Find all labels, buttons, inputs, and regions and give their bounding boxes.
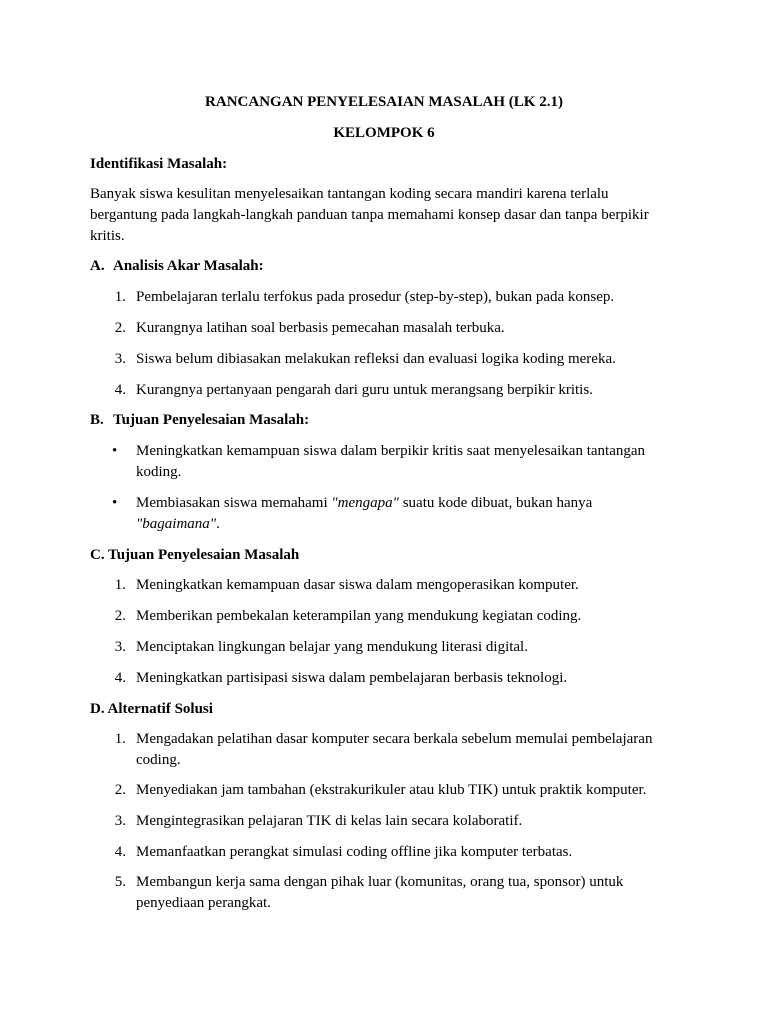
list-number: 1. xyxy=(114,289,126,305)
list-number: 1. xyxy=(114,577,126,593)
list-item xyxy=(90,349,670,370)
list-number: 1. xyxy=(114,731,126,747)
list-text: Kurangnya latihan soal berbasis pemecahan masalah terbuka. xyxy=(136,320,505,336)
list-item xyxy=(90,668,670,689)
emphasis-text: "bagaimana" xyxy=(136,516,217,532)
document-title: RANCANGAN PENYELESAIAN MASALAH (LK 2.1) xyxy=(205,94,563,110)
list-text: Siswa belum dibiasakan melakukan refleksi dan evaluasi logika koding mereka. xyxy=(136,351,616,367)
list-item xyxy=(90,606,670,627)
list-text: Pembelajaran terlalu terfokus pada prosedur (step-by-step), bukan pada konsep. xyxy=(136,289,615,305)
list-item xyxy=(90,780,670,801)
list-item xyxy=(90,842,670,863)
list-text: Meningkatkan partisipasi siswa dalam pembelajaran berbasis teknologi. xyxy=(136,670,568,686)
list-number: 4. xyxy=(114,382,126,398)
identifikasi-heading: Identifikasi Masalah: xyxy=(90,156,228,172)
list-number: 3. xyxy=(114,351,126,367)
list-text xyxy=(136,493,670,535)
section-a-marker: A. xyxy=(90,258,105,274)
emphasis-text: "mengapa" xyxy=(331,495,399,511)
list-number: 2. xyxy=(114,608,126,624)
list-number: 2. xyxy=(114,782,126,798)
identifikasi-text: Banyak siswa kesulitan menyelesaikan tantangan koding secara mandiri karena terlalu bergantung pada langkah-langkah panduan tanpa memahami konsep dasar dan tanpa berpikir kritis. xyxy=(90,186,649,244)
section-c-heading: C. Tujuan Penyelesaian Masalah xyxy=(90,547,300,563)
list-text: Mengintegrasikan pelajaran TIK di kelas lain secara kolaboratif. xyxy=(136,813,523,829)
list-text: Meningkatkan kemampuan siswa dalam berpikir kritis saat menyelesaikan tantangan koding. xyxy=(136,443,646,480)
section-d-heading: D. Alternatif Solusi xyxy=(90,701,213,717)
list-text: Mengadakan pelatihan dasar komputer secara berkala sebelum memulai pembelajaran coding. xyxy=(136,731,653,768)
list-text: Membangun kerja sama dengan pihak luar (komunitas, orang tua, sponsor) untuk penyediaan perangkat. xyxy=(136,874,624,911)
list-item xyxy=(90,493,670,535)
list-number: 3. xyxy=(114,639,126,655)
section-b-heading xyxy=(90,410,309,431)
list-text: Menciptakan lingkungan belajar yang mendukung literasi digital. xyxy=(136,639,528,655)
list-number: 2. xyxy=(114,320,126,336)
list-item xyxy=(90,575,670,596)
list-text: Meningkatkan kemampuan dasar siswa dalam mengoperasikan komputer. xyxy=(136,577,579,593)
section-b-title: Tujuan Penyelesaian Masalah: xyxy=(113,412,310,428)
list-text: Memberikan pembekalan keterampilan yang mendukung kegiatan coding. xyxy=(136,608,582,624)
list-number: 4. xyxy=(114,844,126,860)
list-text: Menyediakan jam tambahan (ekstrakurikuler atau klub TIK) untuk praktik komputer. xyxy=(136,782,647,798)
document-subtitle: KELOMPOK 6 xyxy=(333,125,435,141)
list-item xyxy=(90,637,670,658)
list-number: 3. xyxy=(114,813,126,829)
list-item xyxy=(90,380,670,401)
list-item xyxy=(90,811,670,832)
bullet-icon: • xyxy=(112,443,118,459)
list-item xyxy=(90,287,670,308)
text-run: suatu kode dibuat, bukan hanya xyxy=(398,495,593,511)
text-run: . xyxy=(216,516,220,532)
bullet-icon: • xyxy=(112,495,118,511)
list-item xyxy=(90,729,670,771)
list-text: Kurangnya pertanyaan pengarah dari guru untuk merangsang berpikir kritis. xyxy=(136,382,593,398)
list-text: Memanfaatkan perangkat simulasi coding offline jika komputer terbatas. xyxy=(136,844,573,860)
list-number: 4. xyxy=(114,670,126,686)
list-item xyxy=(90,441,670,483)
section-a-heading xyxy=(90,256,264,277)
list-item xyxy=(90,318,670,339)
list-item xyxy=(90,872,670,914)
section-a-title: Analisis Akar Masalah: xyxy=(113,258,264,274)
section-b-marker: B. xyxy=(90,412,104,428)
text-run: Membiasakan siswa memahami xyxy=(136,495,332,511)
list-number: 5. xyxy=(114,874,126,890)
